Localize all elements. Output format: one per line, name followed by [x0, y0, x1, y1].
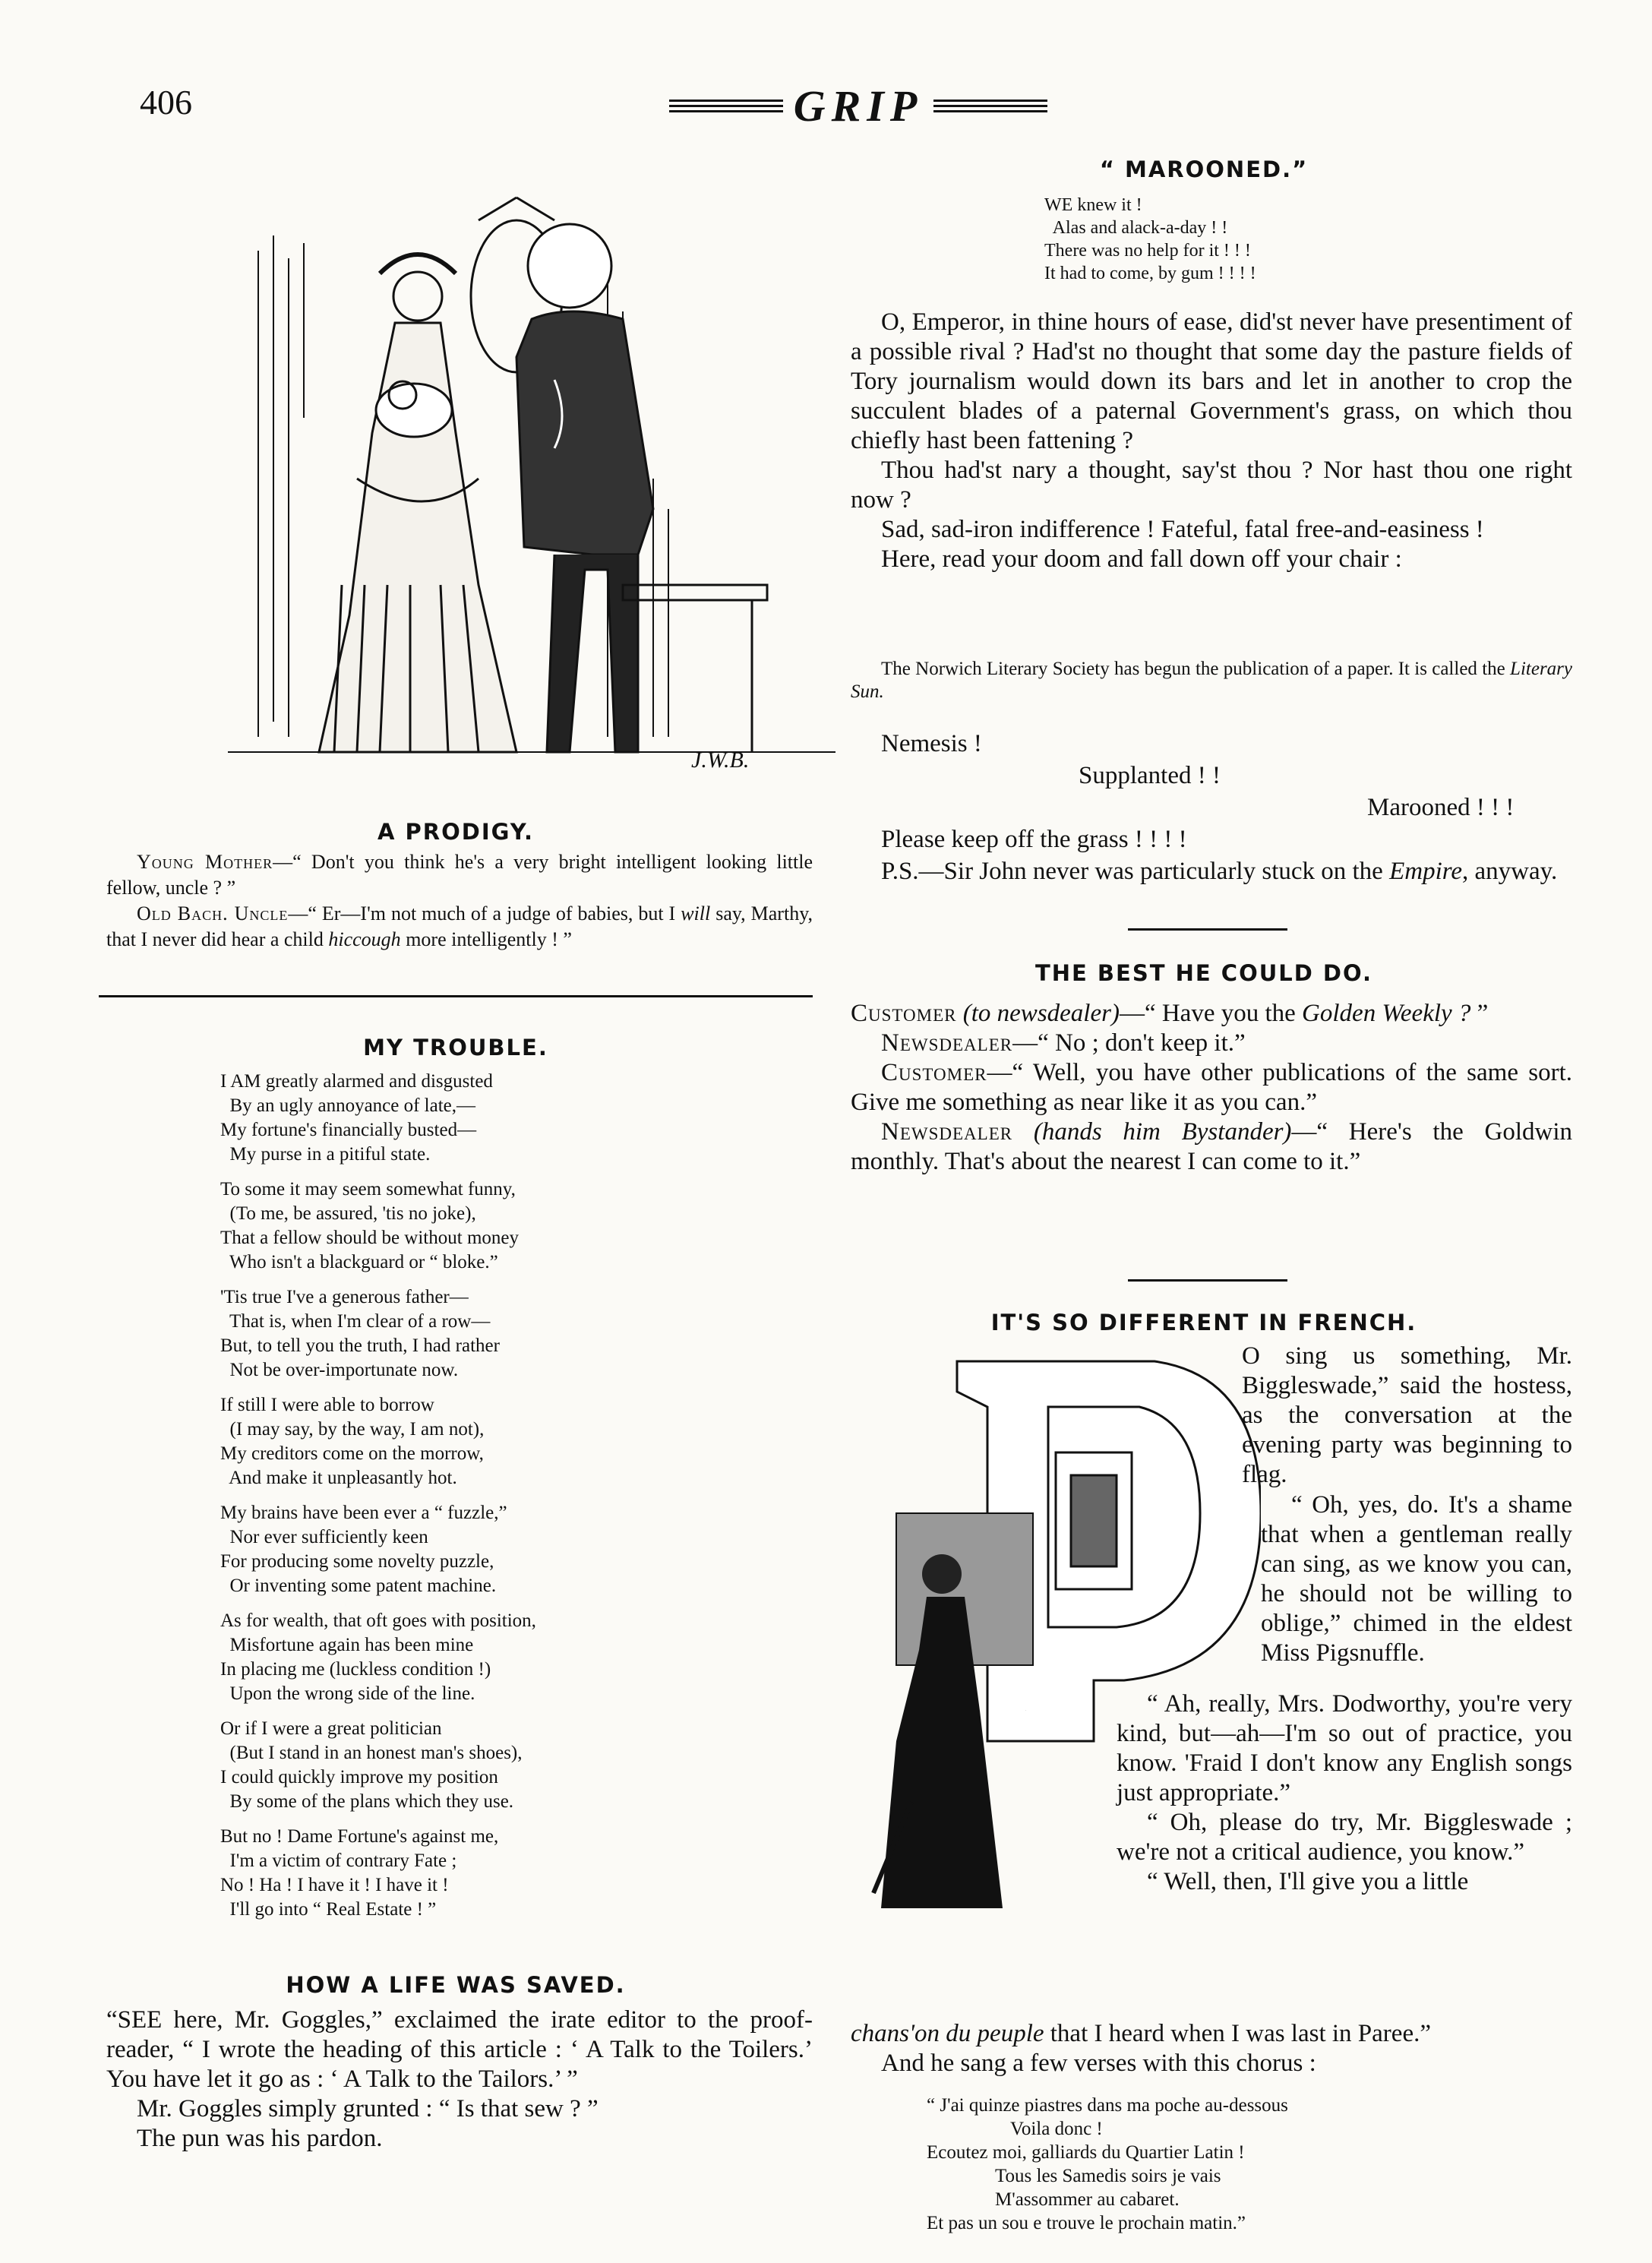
- ps-end: , anyway.: [1462, 858, 1558, 885]
- marooned-ps: [851, 857, 1572, 887]
- marooned-p3: Sad, sad-iron indifference ! Fateful, fatal free-and-easiness !: [881, 516, 1484, 543]
- page-number: 406: [140, 83, 192, 122]
- chorus-line: Et pas un sou e trouve le prochain matin.”: [927, 2213, 1246, 2233]
- marooned-p2: Thou had'st nary a thought, say'st thou ? Nor hast thou one right now ?: [851, 457, 1572, 514]
- trouble-heading: MY TROUBLE.: [363, 1035, 548, 1060]
- french-chorus: [927, 2094, 1534, 2235]
- saved-paragraph-1: “SEE here, Mr. Goggles,” exclaimed the irate editor to the proof-reader, “ I wrote the heading of this article : ‘ A Talk to the Toilers.’ You have let it go as : ‘ A Talk to the Tailors.’ ”: [106, 2006, 813, 2093]
- prodigy-line-2b: say, Marthy, that I never did hear a child: [106, 902, 813, 950]
- speaker-young-mother: Young Mother: [137, 851, 273, 873]
- best-line-3-text: —“ Well, you have other publications of the same sort. Give me something as near like it as you can.”: [851, 1059, 1572, 1116]
- french-p6: And he sang a few verses with this chorus :: [881, 2050, 1316, 2077]
- chorus-line: Ecoutez moi, galliards du Quartier Latin !: [927, 2142, 1245, 2163]
- best-line-2-text: —“ No ; don't keep it.”: [1012, 1029, 1246, 1057]
- french-p2-wrapper: [1261, 1490, 1572, 1668]
- chanson-du-peuple: chans'on du peuple: [851, 2020, 1044, 2047]
- french-p5-start: “ Well, then, I'll give you a little: [1147, 1868, 1469, 1895]
- trouble-stanza: But no ! Dame Fortune's against me, I'm a victim of contrary Fate ; No ! Ha ! I have it ! I have it ! I'll go into “ Real Estate ! ”: [220, 1826, 499, 1920]
- speaker-newsdealer: Newsdealer: [881, 1118, 1013, 1146]
- trouble-stanza: To some it may seem somewhat funny, (To me, be assured, 'tis no joke), That a fellow should be without money Who isn't a blackguard or “ bloke.”: [220, 1179, 519, 1272]
- best-line-2: [851, 1029, 1572, 1058]
- masthead: [600, 79, 1117, 132]
- best-line-3: [851, 1058, 1572, 1117]
- section-divider: [99, 995, 813, 997]
- supplanted: Supplanted ! !: [1079, 762, 1221, 789]
- french-p5-wrapper: [851, 2019, 1572, 2078]
- magazine-title: GRIP: [793, 81, 924, 131]
- french-p1: O sing us something, Mr. Biggleswade,” said the hostess, as the conversation at the evening party was beginning to flag.: [1242, 1342, 1572, 1488]
- prodigy-illustration: [228, 190, 835, 782]
- french-p5-end: that I heard when I was last in Paree.”: [1044, 2020, 1431, 2047]
- chorus-line: Tous les Samedis soirs je vais: [995, 2166, 1221, 2186]
- prodigy-line-2: [106, 901, 813, 953]
- stage-direction: (to newsdealer): [962, 1000, 1120, 1027]
- trouble-stanza: My brains have been ever a “ fuzzle,” Nor ever sufficiently keen For producing some novelty puzzle, Or inventing some patent machine.: [220, 1503, 507, 1596]
- best-line-1-end: ”: [1470, 1000, 1489, 1027]
- marooned-exclaim: Marooned ! ! !: [1367, 794, 1515, 821]
- young-mother-figure: [319, 254, 516, 752]
- prodigy-text: [106, 849, 813, 953]
- marooned-body: [851, 308, 1572, 574]
- speaker-customer: Customer: [881, 1059, 987, 1086]
- ps-text: P.S.—Sir John never was particularly stuck on the: [881, 858, 1390, 885]
- marooned-verse-line: It had to come, by gum ! ! ! !: [1044, 264, 1256, 283]
- trouble-stanza: 'Tis true I've a generous father— That is, when I'm clear of a row— But, to tell you the truth, I had rather Not be over-importunate now.: [220, 1287, 500, 1380]
- clipping-text: The Norwich Literary Society has begun the publication of a paper. It is called the: [881, 659, 1511, 679]
- masthead-rule-left: [669, 100, 783, 112]
- trouble-stanza: If still I were able to borrow (I may say, by the way, I am not), My creditors come on the morrow, And make it unpleasantly hot.: [220, 1395, 485, 1488]
- prodigy-line-2a: —“ Er—I'm not much of a judge of babies, but I: [288, 902, 681, 924]
- chorus-line: Voila donc !: [1010, 2119, 1103, 2139]
- french-p2: “ Oh, yes, do. It's a shame that when a gentleman really can sing, as we know you can, he should not be willing to oblige,” chimed in the eldest Miss Pigsnuffle.: [1261, 1491, 1572, 1667]
- prodigy-hiccough: hiccough: [328, 928, 401, 950]
- best-line-1: [851, 999, 1572, 1029]
- old-uncle-figure: [516, 224, 653, 752]
- saved-text: [106, 2005, 813, 2154]
- trouble-poem: [220, 1070, 752, 1933]
- prodigy-line-1-text: —“ Don't you think he's a very bright intelligent looking little fellow, uncle ? ”: [106, 851, 813, 899]
- french-p4: “ Oh, please do try, Mr. Biggleswade ; we're not a critical audience, you know.”: [1117, 1809, 1572, 1866]
- chorus-line: “ J'ai quinze piastres dans ma poche au-dessous: [927, 2095, 1288, 2116]
- marooned-verse-line: Alas and alack-a-day ! !: [1044, 218, 1228, 238]
- clipping-literary-sun: Literary Sun.: [851, 659, 1572, 702]
- chorus-line: M'assommer au cabaret.: [995, 2189, 1180, 2210]
- best-line-1-text: —“ Have you the: [1119, 1000, 1303, 1027]
- marooned-verse: [1044, 194, 1439, 285]
- prodigy-heading: A PRODIGY.: [377, 819, 535, 845]
- trouble-stanza: As for wealth, that oft goes with position, Misfortune again has been mine In placing me (luckless condition !) Upon the wrong side of the line.: [220, 1610, 536, 1704]
- short-divider: [1128, 1279, 1287, 1282]
- french-heading: IT'S SO DIFFERENT IN FRENCH.: [990, 1310, 1417, 1335]
- marooned-p1: O, Emperor, in thine hours of ease, did'st never have presentiment of a possible rival ? Had'st no thought that some day the pasture fields of Tory journalism would down its bars and let in another to crop the succulent blades of a paternal Government's grass, on which thou chiefly hast been fattening ?: [851, 308, 1572, 454]
- saved-heading: HOW A LIFE WAS SAVED.: [286, 1972, 626, 1998]
- speaker-old-bach-uncle: Old Bach. Uncle: [137, 902, 289, 924]
- stage-direction: (hands him Bystander): [1033, 1118, 1292, 1146]
- best-body: [851, 999, 1572, 1177]
- illustrator-signature: J.W.B.: [691, 747, 750, 773]
- golden-weekly: Golden Weekly ?: [1302, 1000, 1471, 1027]
- trouble-stanza: Or if I were a great politician (But I stand in an honest man's shoes), I could quickly improve my position By some of the plans which they use.: [220, 1718, 523, 1812]
- keep-off-grass: Please keep off the grass ! ! ! !: [881, 826, 1187, 853]
- prodigy-line-1: [106, 849, 813, 901]
- prodigy-line-2c: more intelligently ! ”: [400, 928, 572, 950]
- marooned-heading: “ MAROONED.”: [1099, 156, 1309, 182]
- marooned-clipping: [851, 658, 1572, 703]
- masthead-rule-right: [933, 100, 1047, 112]
- trouble-stanza: I AM greatly alarmed and disgusted By an ugly annoyance of late,— My fortune's financially busted— My purse in a pitiful state.: [220, 1071, 493, 1165]
- saved-paragraph-3: The pun was his pardon.: [137, 2125, 383, 2152]
- nemesis: Nemesis !: [881, 730, 982, 757]
- marooned-p4: Here, read your doom and fall down off your chair :: [881, 545, 1402, 573]
- best-heading: THE BEST HE COULD DO.: [1034, 960, 1373, 986]
- saved-paragraph-2: Mr. Goggles simply grunted : “ Is that sew ? ”: [137, 2095, 599, 2122]
- speaker-customer: Customer: [851, 1000, 957, 1027]
- french-p3-wrapper: [1117, 1689, 1572, 1897]
- french-p3: “ Ah, really, Mrs. Dodworthy, you're very kind, but—ah—I'm so out of practice, you know. 'Fraid I don't know any English songs just appropriate.”: [1117, 1690, 1572, 1806]
- marooned-verse-line: There was no help for it ! ! !: [1044, 241, 1251, 261]
- ps-empire: Empire: [1389, 858, 1463, 885]
- speaker-newsdealer: Newsdealer: [881, 1029, 1013, 1057]
- best-line-4: [851, 1117, 1572, 1177]
- marooned-verse-line: WE knew it !: [1044, 195, 1142, 215]
- best-line-4-text: —“ Here's the Goldwin monthly. That's about the nearest I can come to it.”: [851, 1118, 1572, 1175]
- prodigy-will: will: [681, 902, 711, 924]
- short-divider: [1128, 928, 1287, 931]
